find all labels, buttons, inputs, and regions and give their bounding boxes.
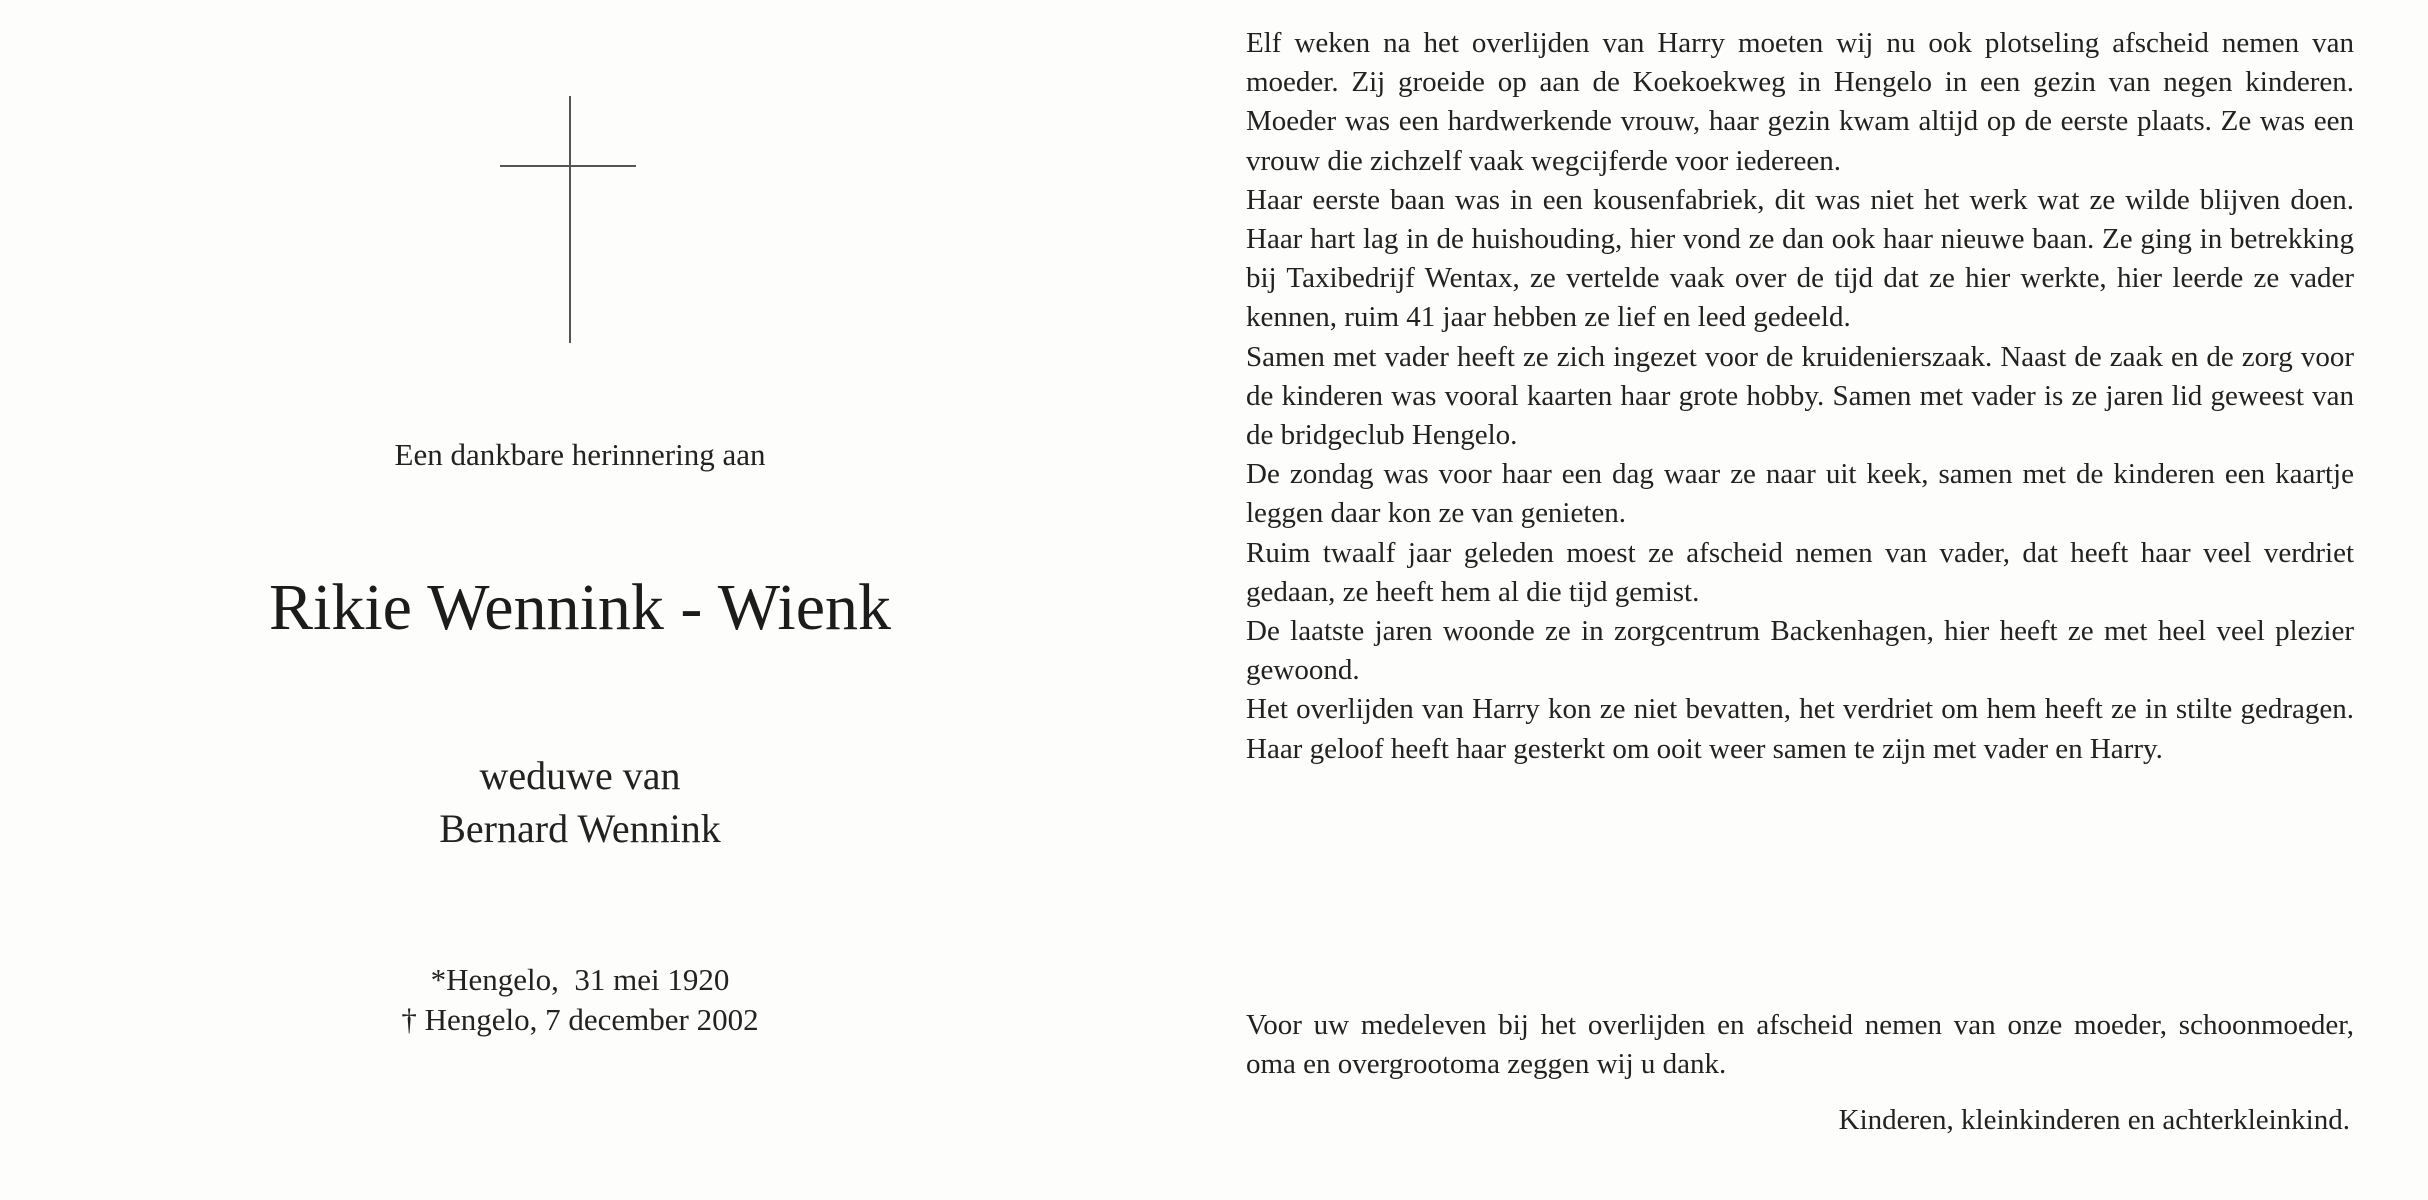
paragraph: Ruim twaalf jaar geleden moest ze afscheid nemen van vader, dat heeft haar veel verdriet gedaan, ze heeft hem al die tijd gemist. (1246, 536, 2354, 608)
birth-date: *Hengelo, 31 mei 1920 (430, 962, 730, 997)
memorial-card-left (0, 0, 1160, 1200)
paragraph: De zondag was voor haar een dag waar ze naar uit keek, samen met de kinderen een kaartje leggen daar kon ze van genieten. (1246, 458, 2354, 530)
thanks-text: Voor uw medeleven bij het overlijden en afscheid nemen van onze moeder, schoonmoeder, oma en overgrootoma zeggen wij u dank. (1246, 1009, 2354, 1081)
paragraph: Elf weken na het overlijden van Harry moeten wij nu ook plotseling afscheid nemen van moeder. Zij groeide op aan de Koekoekweg in Hengelo in een gezin van negen kinderen. Moeder was een hardwerkende vrouw, haar gezin kwam altijd op de eerste plaats. Ze was een vrouw die zichzelf vaak wegcijferde voor iedereen. (1246, 27, 2354, 177)
cross-icon (569, 96, 571, 343)
signature: Kinderen, kleinkinderen en achterkleinkind. (1838, 1104, 2350, 1136)
paragraph: Haar eerste baan was in een kousenfabriek, dit was niet het werk wat ze wilde blijven doen. Haar hart lag in de huishouding, hier vond ze dan ook haar nieuwe baan. Ze ging in betrekking bij Taxibedrijf Wentax, ze vertelde vaak over de tijd dat ze hier werkte, hier leerde ze vader kennen, ruim 41 jaar hebben ze lief en leed gedeeld. (1246, 183, 2354, 334)
cross-icon-bar (500, 165, 636, 167)
widow-label: weduwe van (479, 753, 681, 798)
spouse-name: Bernard Wennink (439, 806, 721, 851)
deceased-name: Rikie Wennink - Wienk (268, 571, 891, 644)
paragraph: Het overlijden van Harry kon ze niet bevatten, het verdriet om hem heeft ze in stilte gedragen. Haar geloof heeft haar gesterkt om ooit weer samen te zijn met vader en Harry. (1246, 693, 2354, 765)
paragraph: Samen met vader heeft ze zich ingezet voor de kruidenierszaak. Naast de zaak en de zorg voor de kinderen was vooral kaarten haar grote hobby. Samen met vader is ze jaren lid geweest van de bridgeclub Hengelo. (1246, 340, 2354, 452)
death-date: † Hengelo, 7 december 2002 (401, 1002, 759, 1037)
paragraph: De laatste jaren woonde ze in zorgcentrum Backenhagen, hier heeft ze met heel veel plezier gewoond. (1246, 615, 2354, 687)
intro-text: Een dankbare herinnering aan (394, 437, 766, 472)
memorial-text-body (1246, 24, 2354, 769)
